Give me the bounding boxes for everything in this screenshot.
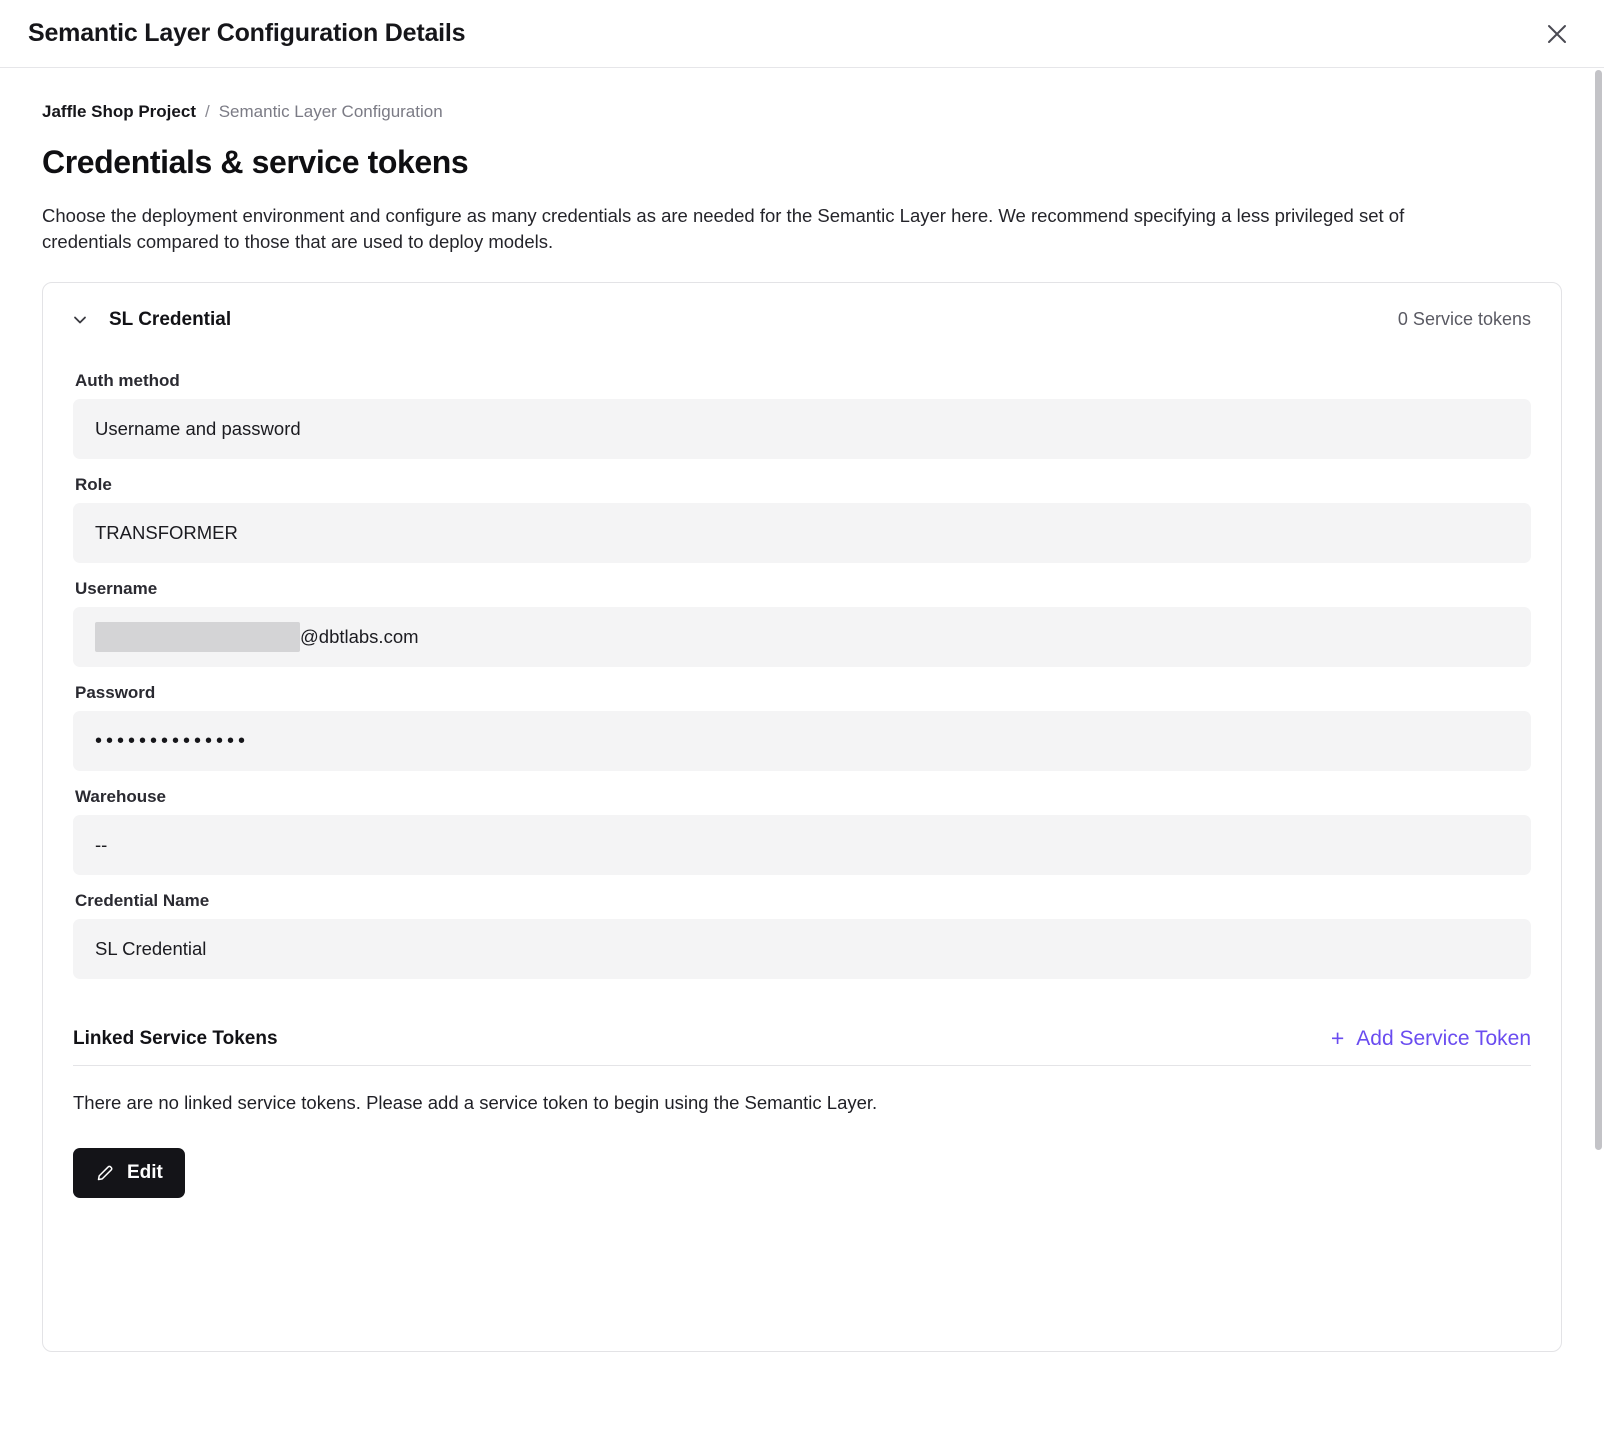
field-value (73, 711, 1531, 771)
add-service-token-label: Add Service Token (1356, 1026, 1531, 1050)
field-auth-method (73, 371, 1531, 459)
field-value: -- (73, 815, 1531, 875)
page-title: Credentials & service tokens (42, 144, 469, 180)
breadcrumb-project[interactable]: Jaffle Shop Project (42, 102, 196, 121)
breadcrumb-separator: / (204, 102, 210, 121)
linked-tokens-header (43, 981, 1561, 1065)
scrollbar-thumb[interactable] (1595, 70, 1602, 1150)
field-warehouse (73, 787, 1531, 875)
page-description: Choose the deployment environment and configure as many credentials as are needed for the Semantic Layer here. We recommend specifying a less privileged set of credentials compared to those that are used to deploy models. (42, 205, 1405, 253)
linked-tokens-empty-message: There are no linked service tokens. Please add a service token to begin using the Semantic Layer. (73, 1091, 878, 1113)
edit-button[interactable] (73, 1148, 185, 1198)
field-value: TRANSFORMER (73, 503, 1531, 563)
field-value-username (73, 607, 1531, 667)
field-label: Password (75, 682, 156, 702)
field-password (73, 683, 1531, 771)
field-username (73, 579, 1531, 667)
breadcrumb (42, 102, 1562, 122)
scrollbar[interactable] (1592, 68, 1604, 1436)
field-credential-name (73, 891, 1531, 979)
close-icon (1544, 21, 1570, 47)
password-masked: •••••••••••••• (95, 729, 250, 752)
chevron-down-icon[interactable] (71, 311, 89, 329)
linked-tokens-title: Linked Service Tokens (73, 1027, 278, 1049)
field-label: Username (75, 578, 158, 598)
redacted-block (95, 622, 300, 652)
modal-header (0, 0, 1604, 68)
credential-name-heading: SL Credential (109, 308, 232, 330)
edit-button-label: Edit (127, 1161, 163, 1183)
credential-card-header (43, 283, 1561, 343)
breadcrumb-current: Semantic Layer Configuration (218, 102, 443, 121)
modal-title: Semantic Layer Configuration Details (28, 19, 466, 47)
username-domain: @dbtlabs.com (300, 625, 419, 647)
field-value: Username and password (73, 399, 1531, 459)
field-value: SL Credential (73, 919, 1531, 979)
modal-body (0, 68, 1604, 1352)
pencil-icon (95, 1163, 115, 1183)
field-label: Role (75, 474, 112, 494)
credential-card (42, 282, 1562, 1352)
service-tokens-count: 0 Service tokens (1397, 309, 1531, 330)
credential-fields (43, 343, 1561, 979)
field-label: Warehouse (75, 786, 167, 806)
close-button[interactable] (1540, 17, 1574, 51)
field-role (73, 475, 1531, 563)
field-label: Credential Name (75, 890, 210, 910)
field-label: Auth method (75, 370, 180, 390)
card-actions (43, 1114, 1561, 1198)
plus-icon: + (1330, 1025, 1345, 1052)
add-service-token-button[interactable] (1331, 1027, 1531, 1051)
